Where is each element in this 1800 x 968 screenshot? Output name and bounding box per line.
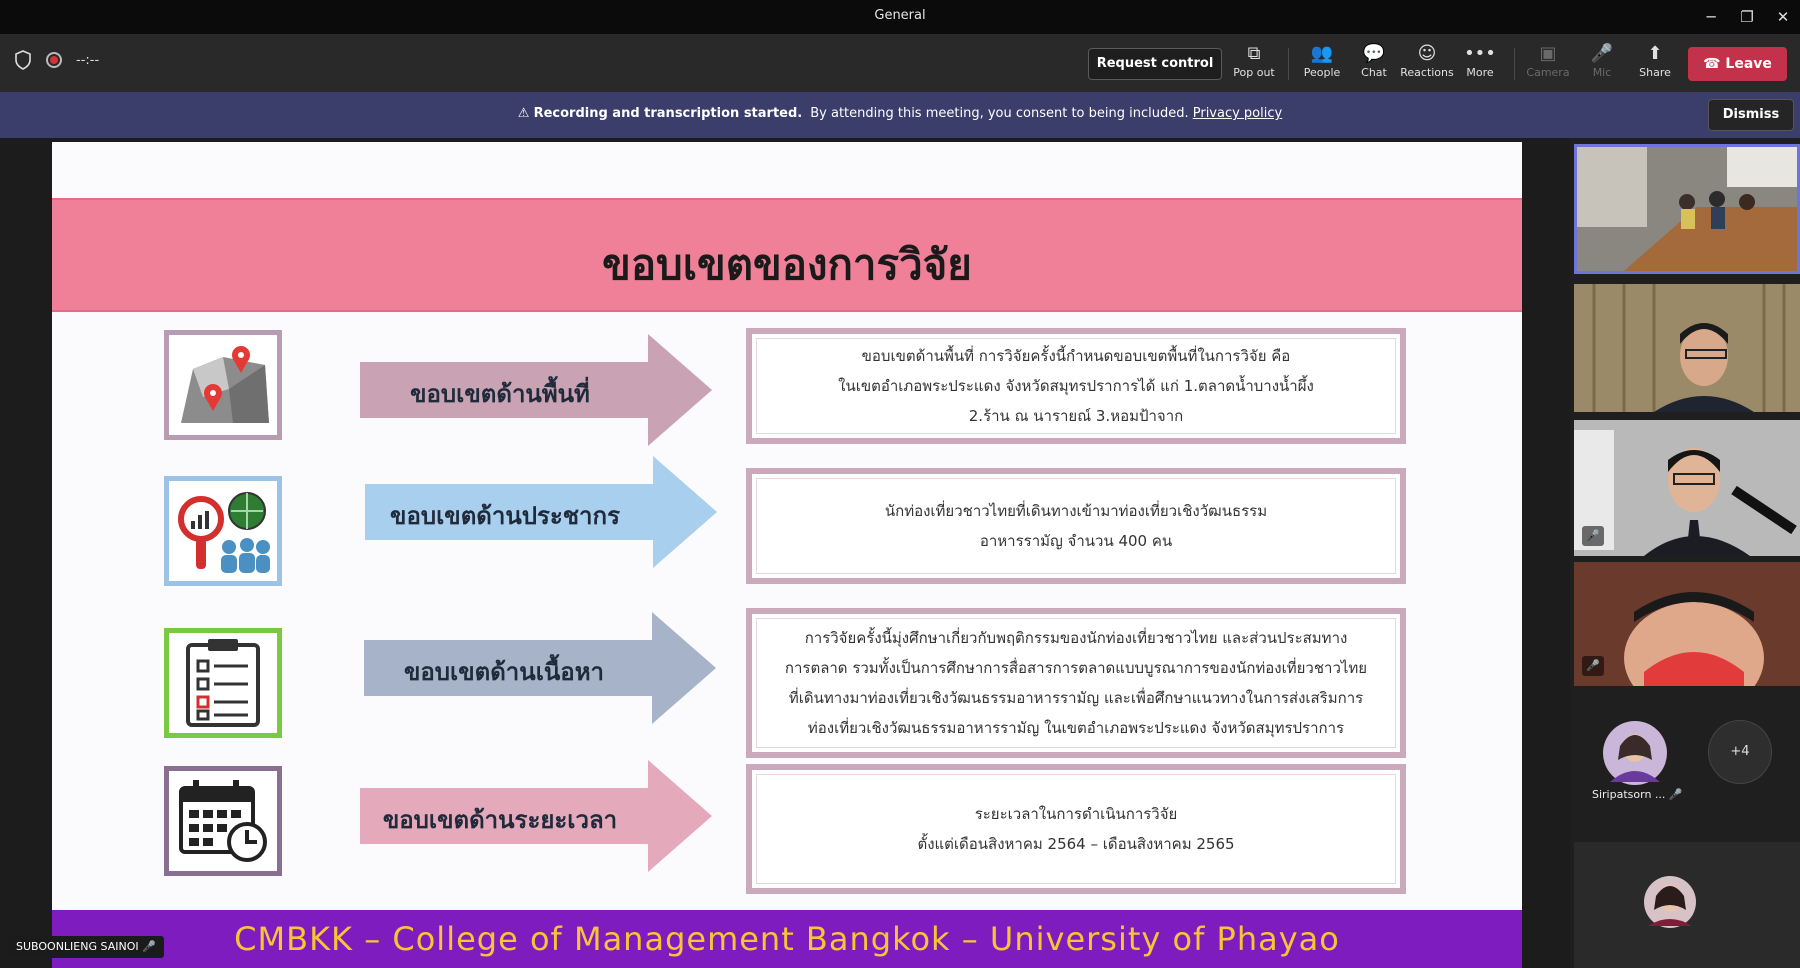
people-label: People [1303,66,1341,79]
share-icon: ⬆ [1647,43,1663,64]
calendar-clock-icon [164,766,282,876]
recording-icon [46,52,62,68]
toolbar-left [14,50,99,70]
people-icon: 👥 [1310,43,1334,64]
more-label: More [1466,66,1494,79]
scope-duration-text [756,774,1396,884]
dismiss-button[interactable]: Dismiss [1708,99,1794,131]
video-tile-participant-1[interactable] [1574,284,1800,412]
more-icon: ••• [1464,43,1496,64]
scope-population-text [756,478,1396,574]
checklist-icon [164,628,282,738]
mic-off-icon: 🎤 [1590,43,1614,64]
slide-title: ขอบเขตของการวิจัย [602,240,972,289]
scope-population-label: ขอบเขตด้านประชากร [390,502,620,530]
more-button[interactable] [1452,42,1508,79]
slide-footer: CMBKK – College of Management Bangkok – University of Phayao [52,910,1522,968]
participant-avatar-name [1592,788,1683,801]
camera-off-icon: ▣ [1539,43,1557,64]
avatar-name-text: Siripatsorn ... [1592,788,1666,801]
share-button[interactable] [1627,42,1683,79]
scope-content-line: การวิจัยครั้งนี้มุ่งศึกษาเกี่ยวกับพฤติกรรมของนักท่องเที่ยวชาวไทย และส่วนประสมทาง [804,629,1348,647]
privacy-policy-link[interactable]: Privacy policy [1192,106,1283,121]
scope-content-text [756,618,1396,748]
shield-icon[interactable] [14,50,32,70]
audio-only-tile[interactable] [1574,842,1800,968]
window-title: General [874,8,926,23]
banner-bold-text: Recording and transcription started. [533,106,803,121]
chat-button[interactable] [1346,42,1402,79]
meeting-toolbar [0,34,1800,92]
scope-area-line: ในเขตอำเภอพระประแดง จังหวัดสมุทรปราการได้ แก่ 1.ตลาดน้ำบางน้ำผึ้ง [838,377,1314,395]
recording-banner [0,92,1800,138]
scope-population-line: อาหารรามัญ จำนวน 400 คน [979,532,1173,550]
scope-area-line: 2.ร้าน ณ นารายณ์ 3.หอมป้าจาก [968,407,1184,425]
mic-off-icon: 🎤 [1582,526,1604,546]
banner-message [0,106,1800,121]
arrow-duration-label-wrap [360,760,712,872]
camera-label: Camera [1526,66,1570,79]
arrow-area-label-wrap [360,334,712,446]
scope-area-box [746,328,1406,444]
arrow-population-label-wrap [365,456,717,568]
mic-off-icon: 🎤 [1668,788,1683,801]
scope-area-label: ขอบเขตด้านพื้นที่ [410,380,590,408]
video-tile-participant-3[interactable] [1574,562,1800,686]
participant-panel [1570,138,1800,968]
leave-button[interactable] [1688,47,1787,81]
scope-population-box [746,468,1406,584]
scope-population-line: นักท่องเที่ยวชาวไทยที่เดินทางเข้ามาท่องเที่ยวเชิงวัฒนธรรม [884,502,1268,520]
close-icon[interactable]: ✕ [1776,8,1790,26]
presenter-name: SUBOONLIENG SAINOI [16,940,139,953]
request-control-button[interactable]: Request control [1088,48,1222,80]
phone-hangup-icon: ☎ [1703,56,1726,72]
scope-content-line: การตลาด รวมทั้งเป็นการศึกษาการสื่อสารการตลาดแบบบูรณาการของนักท่องเที่ยวชาวไทย [784,659,1368,677]
scope-duration-line: ระยะเวลาในการดำเนินการวิจัย [974,805,1178,823]
scope-duration-label: ขอบเขตด้านระยะเวลา [382,806,618,834]
mic-off-icon: 🎤 [1582,656,1604,676]
scope-content-line: ท่องเที่ยวเชิงวัฒนธรรมอาหารรามัญ ในเขตอำเภอพระประแดง จังหวัดสมุทรปราการ [807,719,1345,737]
scope-duration-line: ตั้งแต่เดือนสิงหาคม 2564 – เดือนสิงหาคม 2565 [917,835,1235,853]
video-tile-classroom[interactable] [1574,144,1800,274]
scope-area-line: ขอบเขตด้านพื้นที่ การวิจัยครั้งนี้กำหนดขอบเขตพื้นที่ในการวิจัย คือ [861,347,1291,365]
warning-icon: ⚠ [517,106,534,121]
mic-off-icon: 🎤 [142,940,156,953]
scope-content-box [746,608,1406,758]
banner-text: By attending this meeting, you consent to being included. [810,106,1189,121]
mic-label: Mic [1592,66,1612,79]
camera-button[interactable] [1520,42,1576,79]
pop-out-label: Pop out [1233,66,1275,79]
toolbar-divider [1514,48,1515,80]
mic-button[interactable] [1574,42,1630,79]
slide-title-band [52,198,1522,312]
reactions-button[interactable] [1399,42,1455,79]
meeting-timer: --:-- [76,52,100,68]
chat-label: Chat [1361,66,1387,79]
reactions-label: Reactions [1400,66,1454,79]
pop-out-icon: ⧉ [1247,43,1261,64]
people-button[interactable] [1294,42,1350,79]
restore-icon[interactable]: ❐ [1740,8,1754,26]
chat-icon: 💬 [1362,43,1386,64]
scope-duration-box [746,764,1406,894]
scope-content-label: ขอบเขตด้านเนื้อหา [403,658,605,686]
pop-out-button[interactable] [1226,42,1282,79]
population-research-icon [164,476,282,586]
video-tile-participant-2[interactable] [1574,420,1800,556]
title-bar [0,0,1800,34]
more-participants-button[interactable]: +4 [1708,720,1772,784]
share-label: Share [1639,66,1671,79]
minimize-icon[interactable]: ─ [1706,8,1716,26]
shared-screen-stage [0,138,1570,968]
map-pin-icon [164,330,282,440]
avatar-tile[interactable] [1600,720,1670,786]
arrow-content-label-wrap [364,612,716,724]
reactions-icon: ☺ [1417,43,1437,64]
scope-area-text [756,338,1396,434]
scope-content-line: ที่เดินทางมาท่องเที่ยวเชิงวัฒนธรรมอาหารรามัญ และเพื่อศึกษาแนวทางในการส่งเสริมการ [788,689,1364,707]
presenter-name-tag [8,936,164,958]
toolbar-divider [1288,48,1289,80]
presentation-slide [52,142,1522,968]
leave-label: Leave [1725,56,1772,72]
